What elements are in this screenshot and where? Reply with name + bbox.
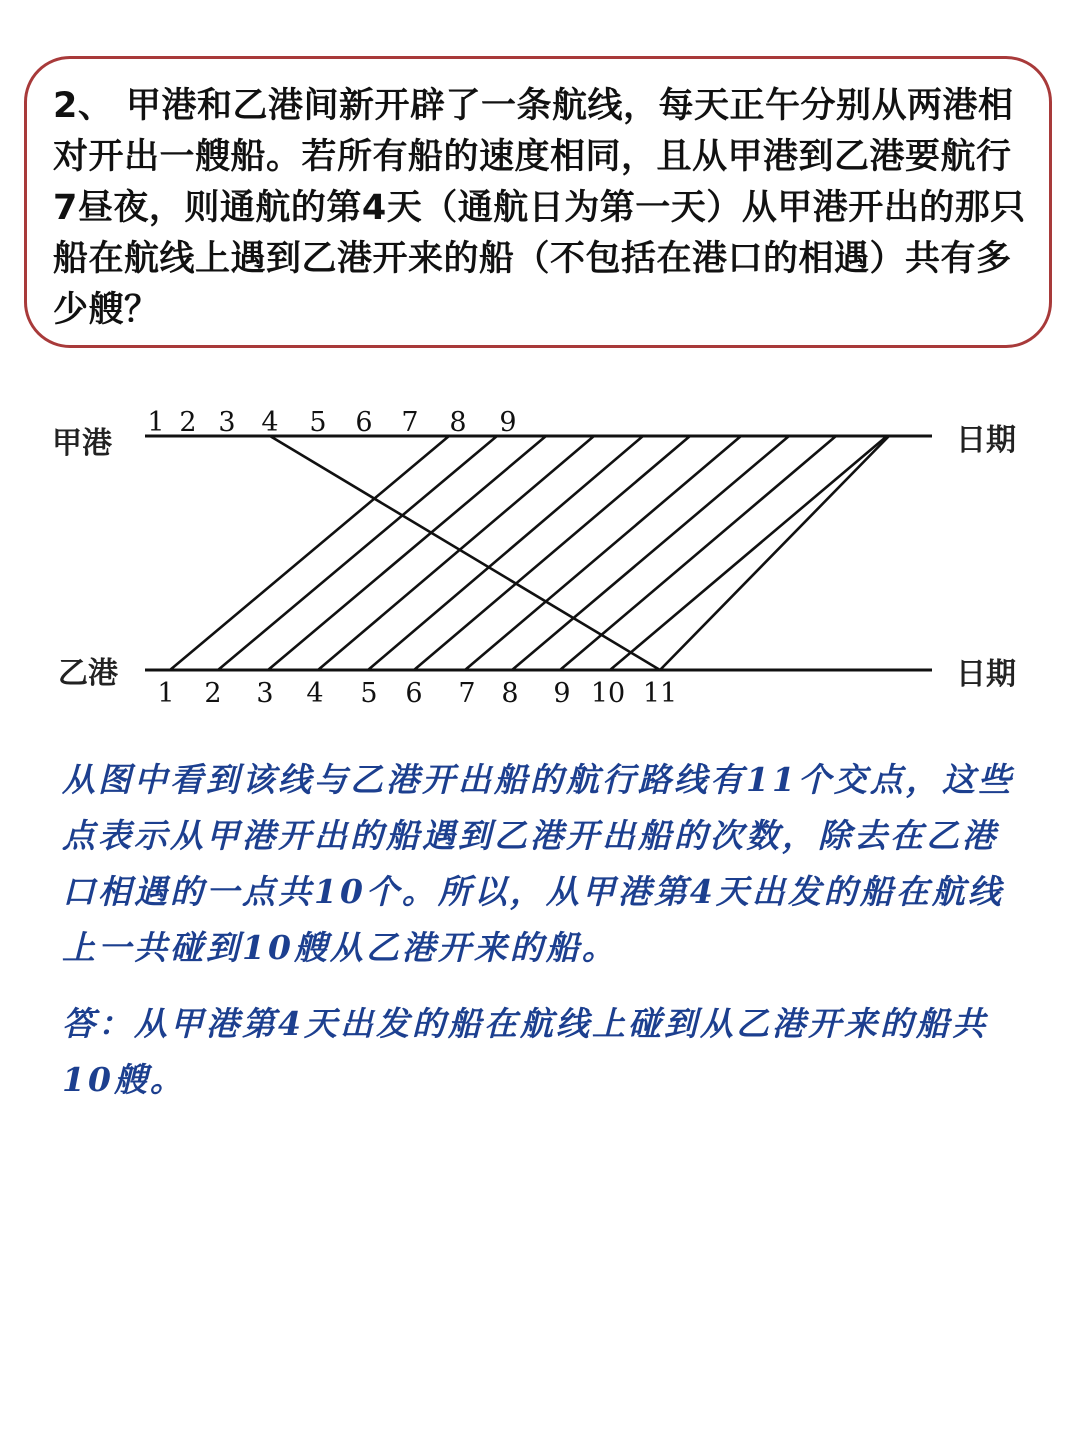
top-port-label: 甲港 — [52, 426, 112, 461]
problem-text: 2、 甲港和乙港间新开辟了一条航线，每天正午分别从两港相对开出一艘船。若所有船的速度相同，且从甲港到乙港要航行7昼夜，则通航的第4天（通航日为第一天）从甲港开出的那只船在航线上遇到乙港开来的船（不包括在港口的相遇）共有多少艘？ — [53, 86, 1026, 330]
bottom-port-label: 乙港 — [58, 656, 118, 691]
top-day-label: 1 — [147, 407, 165, 438]
bottom-day-label: 4 — [306, 678, 324, 709]
bottom-day-label: 3 — [256, 678, 274, 709]
top-day-label: 3 — [218, 407, 236, 438]
ship-route-diagram — [0, 380, 1080, 720]
bzg-route-line — [660, 436, 889, 670]
top-day-label: 5 — [309, 407, 327, 438]
top-day-label: 7 — [401, 407, 419, 438]
bottom-day-label: 10 — [590, 678, 626, 709]
top-day-label: 9 — [499, 407, 517, 438]
top-day-label: 2 — [179, 407, 197, 438]
bottom-day-labels — [157, 678, 677, 709]
problem-box — [24, 56, 1052, 348]
solution — [62, 752, 1022, 1108]
top-day-label: 4 — [261, 407, 279, 438]
solution-explanation: 从图中看到该线与乙港开出船的航行路线有11个交点，这些点表示从甲港开出的船遇到乙港开出船的次数，除去在乙港口相遇的一点共10个。所以，从甲港第4天出发的船在航线上一共碰到10艘从乙港开来的船。 — [62, 760, 1014, 967]
top-day-label: 6 — [355, 407, 373, 438]
bottom-day-label: 8 — [501, 678, 519, 709]
bottom-day-label: 7 — [458, 678, 476, 709]
top-day-labels — [147, 407, 516, 438]
solution-answer: 答：从甲港第4天出发的船在航线上碰到从乙港开来的船共10艘。 — [62, 1004, 988, 1099]
bottom-day-label: 6 — [405, 678, 423, 709]
bottom-day-label: 9 — [553, 678, 571, 709]
bottom-axis-label: 日期 — [956, 657, 1016, 692]
bottom-day-label: 5 — [360, 678, 378, 709]
route-lines — [170, 436, 889, 670]
bottom-day-label: 2 — [204, 678, 222, 709]
bottom-day-label: 1 — [157, 678, 175, 709]
top-day-label: 8 — [449, 407, 467, 438]
bottom-day-label: 11 — [642, 678, 678, 709]
top-axis-label: 日期 — [956, 423, 1016, 458]
